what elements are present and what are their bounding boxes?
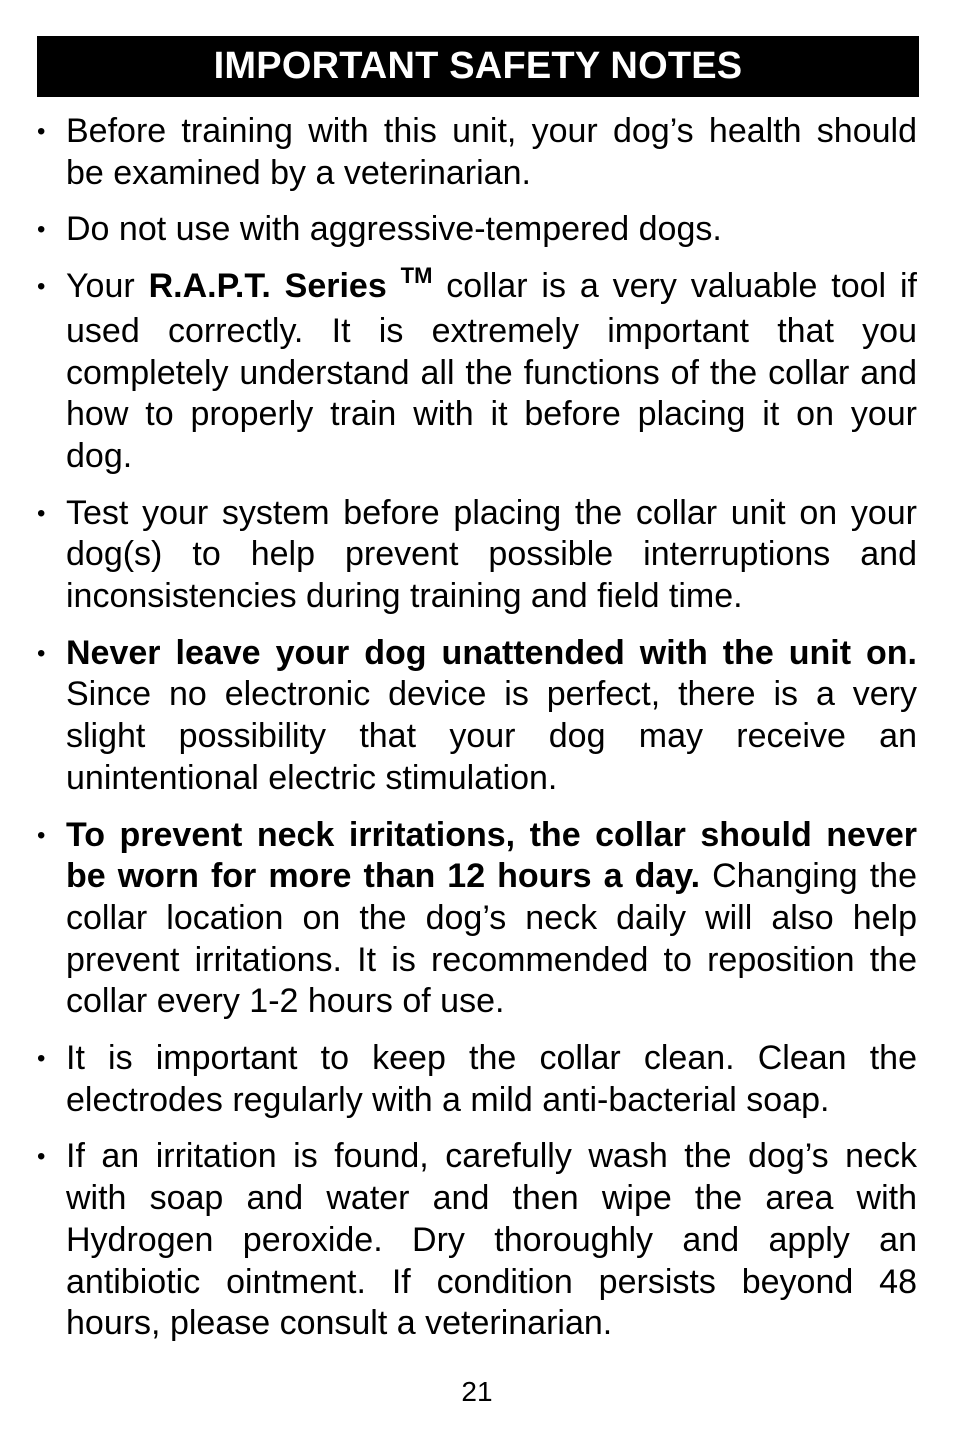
page-title: IMPORTANT SAFETY NOTES (37, 36, 919, 97)
safety-note-keep-clean (66, 1038, 917, 1121)
note-text: collar is a very valuable tool if used correctly. It is extremely important that you completely understand all the functions of the collar and how to properly train with it before placing it on your dog. (66, 267, 917, 475)
safety-note-test-system (66, 493, 917, 618)
safety-notes-list (0, 111, 954, 1360)
product-name: R.A.P.T. Series (148, 267, 401, 306)
note-bold-text: Never leave your dog unattended with the unit on. (66, 633, 917, 672)
trademark-symbol: TM (400, 263, 433, 289)
safety-note-unattended (66, 633, 917, 800)
note-text-pre: Your (66, 267, 149, 306)
safety-note-aggressive-dogs (66, 209, 917, 251)
note-text: Before training with this unit, your dog’s health should be examined by a veterinarian. (66, 112, 917, 192)
note-text: It is important to keep the collar clean. Clean the electrodes regularly with a mild anti-bacterial soap. (66, 1039, 917, 1119)
safety-note-neck-irritation (66, 815, 917, 1024)
note-text: Test your system before placing the collar unit on your dog(s) to help prevent possible interruptions and inconsistencies during training and field time. (66, 493, 917, 616)
note-text: Changing the collar location on the dog’s neck daily will also help prevent irritations. It is recommended to reposition the collar every 1-2 hours of use. (66, 857, 917, 1021)
safety-note-valuable-tool (66, 263, 917, 478)
note-bold-text: To prevent neck irritations, the collar should never be worn for more than 12 hours a day. (66, 815, 917, 896)
page-number: 21 (461, 1376, 493, 1407)
safety-note-vet-exam (66, 111, 917, 194)
note-text: If an irritation is found, carefully wash the dog’s neck with soap and water and then wipe the area with Hydrogen peroxide. Dry thoroughly and apply an antibiotic ointment. If condition persists beyond 48 hours, please consult a veterinarian. (66, 1137, 917, 1343)
note-text: Since no electronic device is perfect, there is a very slight possibility that your dog may receive an unintentional electric stimulation. (66, 675, 917, 797)
note-text: Do not use with aggressive-tempered dogs. (66, 210, 722, 249)
safety-note-irritation-care (66, 1136, 917, 1345)
